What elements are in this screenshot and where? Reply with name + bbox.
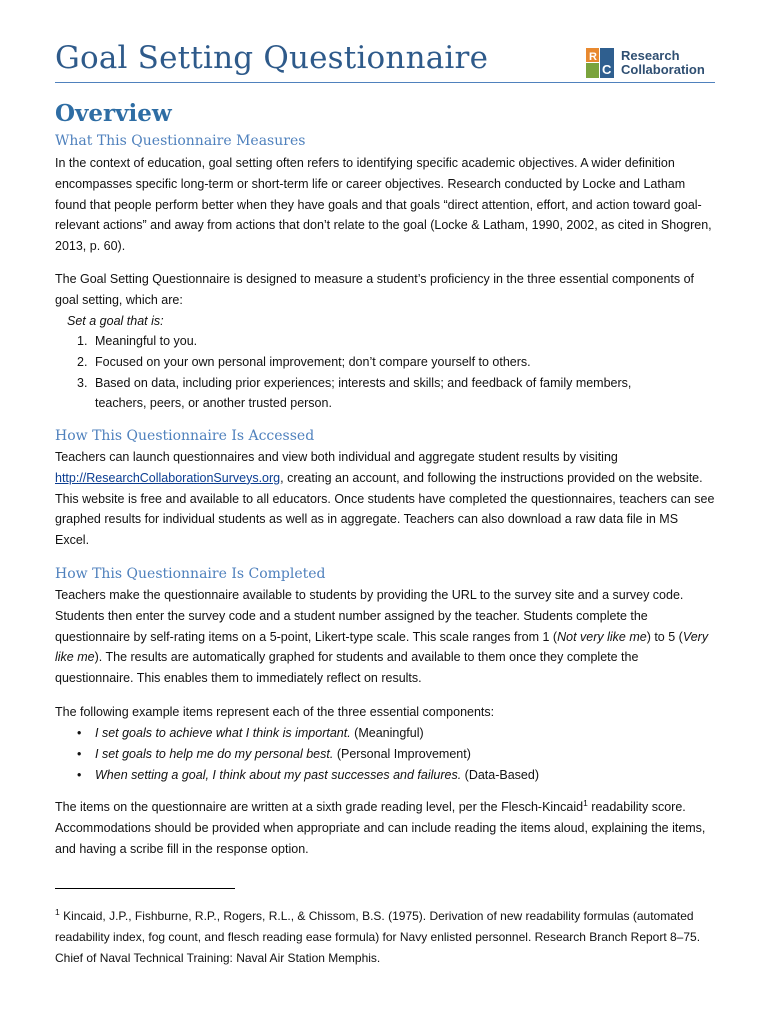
components-list	[55, 331, 715, 414]
logo-line-2: Collaboration	[621, 62, 705, 77]
footnote-marker: 1	[55, 907, 60, 917]
list-item: 3. Based on data, including prior experiences; interests and skills; and feedback of family members, teachers, peers, or another trusted person.	[77, 375, 632, 411]
logo-letter-r: R	[589, 51, 597, 63]
measures-heading: What This Questionnaire Measures	[55, 133, 306, 149]
completed-heading: How This Questionnaire Is Completed	[55, 566, 326, 582]
list-item: • When setting a goal, I think about my past successes and failures. (Data-Based)	[55, 765, 715, 786]
completed-paragraph-1: Teachers make the questionnaire available to students by providing the URL to the survey site and a survey code. Students then enter the survey code and a student number assigned by the teacher. Students complete the questionnaire by self-rating items on a 5-point, Likert-type scale. This scale ranges from 1 (Not very like me) to 5 (Very like me). The results are automatically graphed for students and available to them once they complete the questionnaire. This enables them to immediately reflect on results.	[55, 588, 709, 686]
completed-paragraph-2: The following example items represent each of the three essential components:	[55, 705, 495, 719]
list-item: 1. Meaningful to you.	[77, 334, 198, 348]
page-title: Goal Setting Questionnaire	[55, 40, 489, 76]
list-item: • I set goals to achieve what I think is important. (Meaningful)	[55, 723, 715, 744]
measures-paragraph-1: In the context of education, goal setting often refers to identifying specific academic objectives. A wider definition encompasses specific long-term or short-term life or career objectives. Research conducted by Locke and Latham found that people perform better when they have goals and that goals “direct attention, effort, and action toward goal-relevant actions” and away from actions that don’t relate to the goal (Locke & Latham, 1990, 2002, as cited in Shogren, 2013, p. 60).	[55, 156, 712, 254]
accessed-heading: How This Questionnaire Is Accessed	[55, 428, 315, 444]
bullet-icon: •	[77, 746, 82, 761]
logo-text	[621, 49, 705, 77]
completed-paragraph-3: The items on the questionnaire are written at a sixth grade reading level, per the Flesch-Kincaid$^1$ readability score. Accommodations should be provided when appropriate and can include reading the items aloud, explaining the items, and having a scribe fill in the response option.	[55, 797, 706, 856]
example-items-list	[55, 723, 715, 785]
bullet-icon: •	[77, 767, 82, 782]
measures-paragraph-2: The Goal Setting Questionnaire is designed to measure a student’s proficiency in the three essential components of goal setting, which are:	[55, 272, 695, 307]
bullet-icon: •	[77, 726, 82, 740]
header-divider	[55, 82, 715, 83]
research-collaboration-logo	[586, 48, 726, 80]
list-item: 2. Focused on your own personal improvement; don’t compare yourself to others.	[77, 354, 531, 369]
logo-mark-icon	[586, 48, 614, 78]
logo-line-1: Research	[621, 48, 680, 63]
logo-letter-c: C	[602, 62, 612, 77]
footnote-divider	[55, 888, 235, 889]
list-intro: Set a goal that is:	[67, 314, 164, 328]
list-item: • I set goals to help me do my personal best. (Personal Improvement)	[55, 744, 715, 765]
accessed-paragraph: Teachers can launch questionnaires and view both individual and aggregate student results by visiting http://ResearchCollaborationSurveys.org, creating an account, and following the instructions provided on the website. This website is free and available to all educators. Once students have completed the questionnaires, teachers can see graphed results for individual students as well as in aggregate. Teachers can also download a raw data file in MS Excel.	[55, 450, 715, 548]
footnote-reference: 1	[583, 797, 588, 808]
overview-heading: Overview	[55, 100, 172, 127]
survey-site-link[interactable]: http://ResearchCollaborationSurveys.org	[55, 470, 281, 485]
footnote: $^1$ Kincaid, J.P., Fishburne, R.P., Rogers, R.L., & Chissom, B.S. (1975). Derivation of new readability formulas (automated readability index, fog count, and flesch reading ease formula) for Navy enlisted personnel. Research Branch Report 8–75. Chief of Naval Technical Training: Naval Air Station Memphis.	[55, 907, 701, 965]
